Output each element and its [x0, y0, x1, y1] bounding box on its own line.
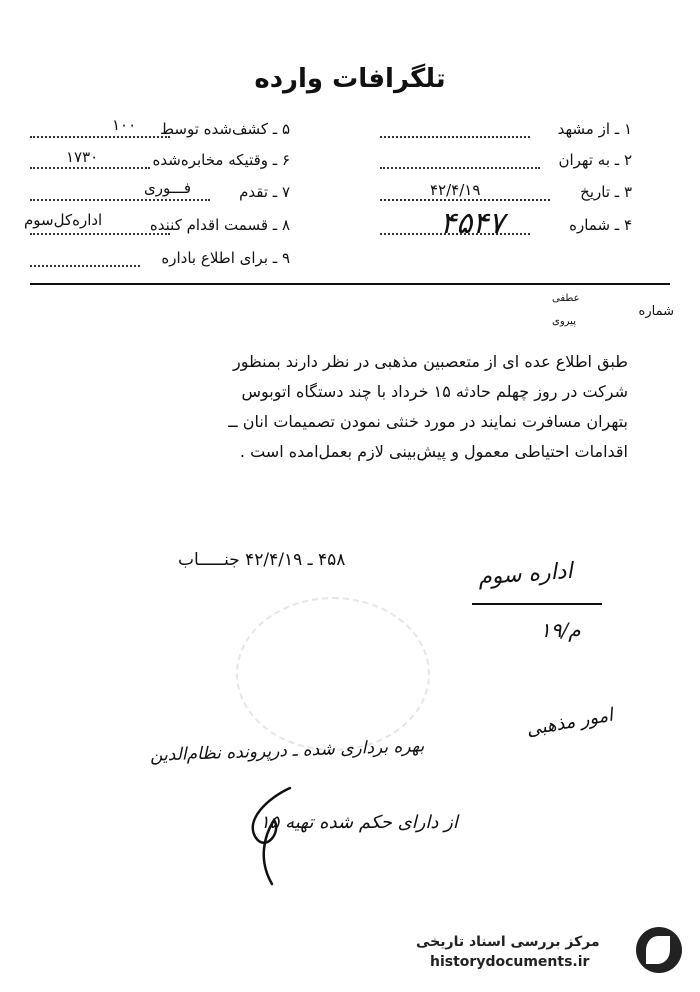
field-from: ۱ ـ از مشهد — [557, 120, 632, 138]
field-priority: ۷ ـ تقدم — [239, 183, 290, 201]
faded-stamp — [236, 597, 430, 751]
field-sent-time-value: ۱۷۳۰ — [66, 148, 99, 166]
body-line-4: اقدامات احتیاطی معمول و پیش‌بینی لازم بعمل‌امده است . — [239, 442, 628, 461]
field-decoded-by: ۵ ـ کشف‌شده توسط — [160, 120, 290, 138]
handwritten-signature — [238, 780, 318, 890]
body-line-3: بتهران مسافرت نمایند در مورد خنثی نمودن تصمیمات انان ــ — [228, 412, 628, 431]
field-date-line — [380, 199, 550, 201]
handwritten-note-2: ۱۵ از دارای حکم شده تهیه — [260, 812, 458, 833]
watermark-url: historydocuments.ir — [430, 954, 590, 970]
field-decoded-by-line — [30, 136, 170, 138]
handwritten-department: اداره سوم — [477, 558, 574, 591]
field-acting-dept-value: اداره‌کل‌سوم — [24, 211, 103, 229]
archive-logo-icon — [636, 927, 682, 973]
header-divider — [30, 283, 670, 285]
body-line-2: شرکت در روز چهلم حادثه ۱۵ خرداد با چند دستگاه اتوبوس — [241, 382, 628, 401]
field-priority-value: فـــوری — [144, 179, 192, 197]
field-priority-line — [30, 199, 210, 201]
field-number-value: ۴۵۴۷ — [440, 206, 505, 241]
document-title: تلگرافات وارده — [254, 64, 446, 94]
field-decoded-by-value: ۱۰۰ — [112, 116, 137, 134]
watermark-org: مرکز بررسی اسناد تاریخی — [416, 934, 600, 950]
sender-line: ۴۵۸ ـ ۴۲/۴/۱۹ جنـــــاب — [178, 550, 346, 570]
field-from-line — [380, 136, 530, 138]
field-info-to-line — [30, 265, 140, 267]
body-line-1: طبق اطلاع عده ای از متعصبین مذهبی در نظر دارند بمنظور — [233, 352, 628, 371]
field-number-label: ۴ ـ شماره — [569, 216, 632, 234]
handwritten-underline — [472, 603, 602, 605]
handwritten-note-1: بهره برداری شده ـ درپرونده نظام‌الدین — [149, 736, 425, 766]
field-to: ۲ ـ به تهران — [558, 151, 632, 169]
reference-note-top: عطفی — [552, 293, 580, 304]
field-acting-dept-line — [30, 233, 170, 235]
field-sent-time-line — [30, 167, 150, 169]
reference-number-label: شماره — [638, 304, 674, 319]
reference-note-bottom: پیروی — [552, 316, 576, 327]
field-to-line — [380, 167, 540, 169]
field-date-value: ۴۲/۴/۱۹ — [430, 181, 481, 199]
field-number-line — [380, 233, 530, 235]
handwritten-topic: امور مذهبی — [524, 704, 615, 741]
field-date-label: ۳ ـ تاریخ — [580, 183, 632, 201]
field-acting-dept: ۸ ـ قسمت اقدام کننده — [149, 216, 290, 234]
handwritten-date: ۱۹/م — [540, 618, 581, 642]
field-info-to: ۹ ـ برای اطلاع باداره — [161, 249, 290, 267]
field-sent-time: ۶ ـ وقتیکه مخابره‌شده — [152, 151, 290, 169]
